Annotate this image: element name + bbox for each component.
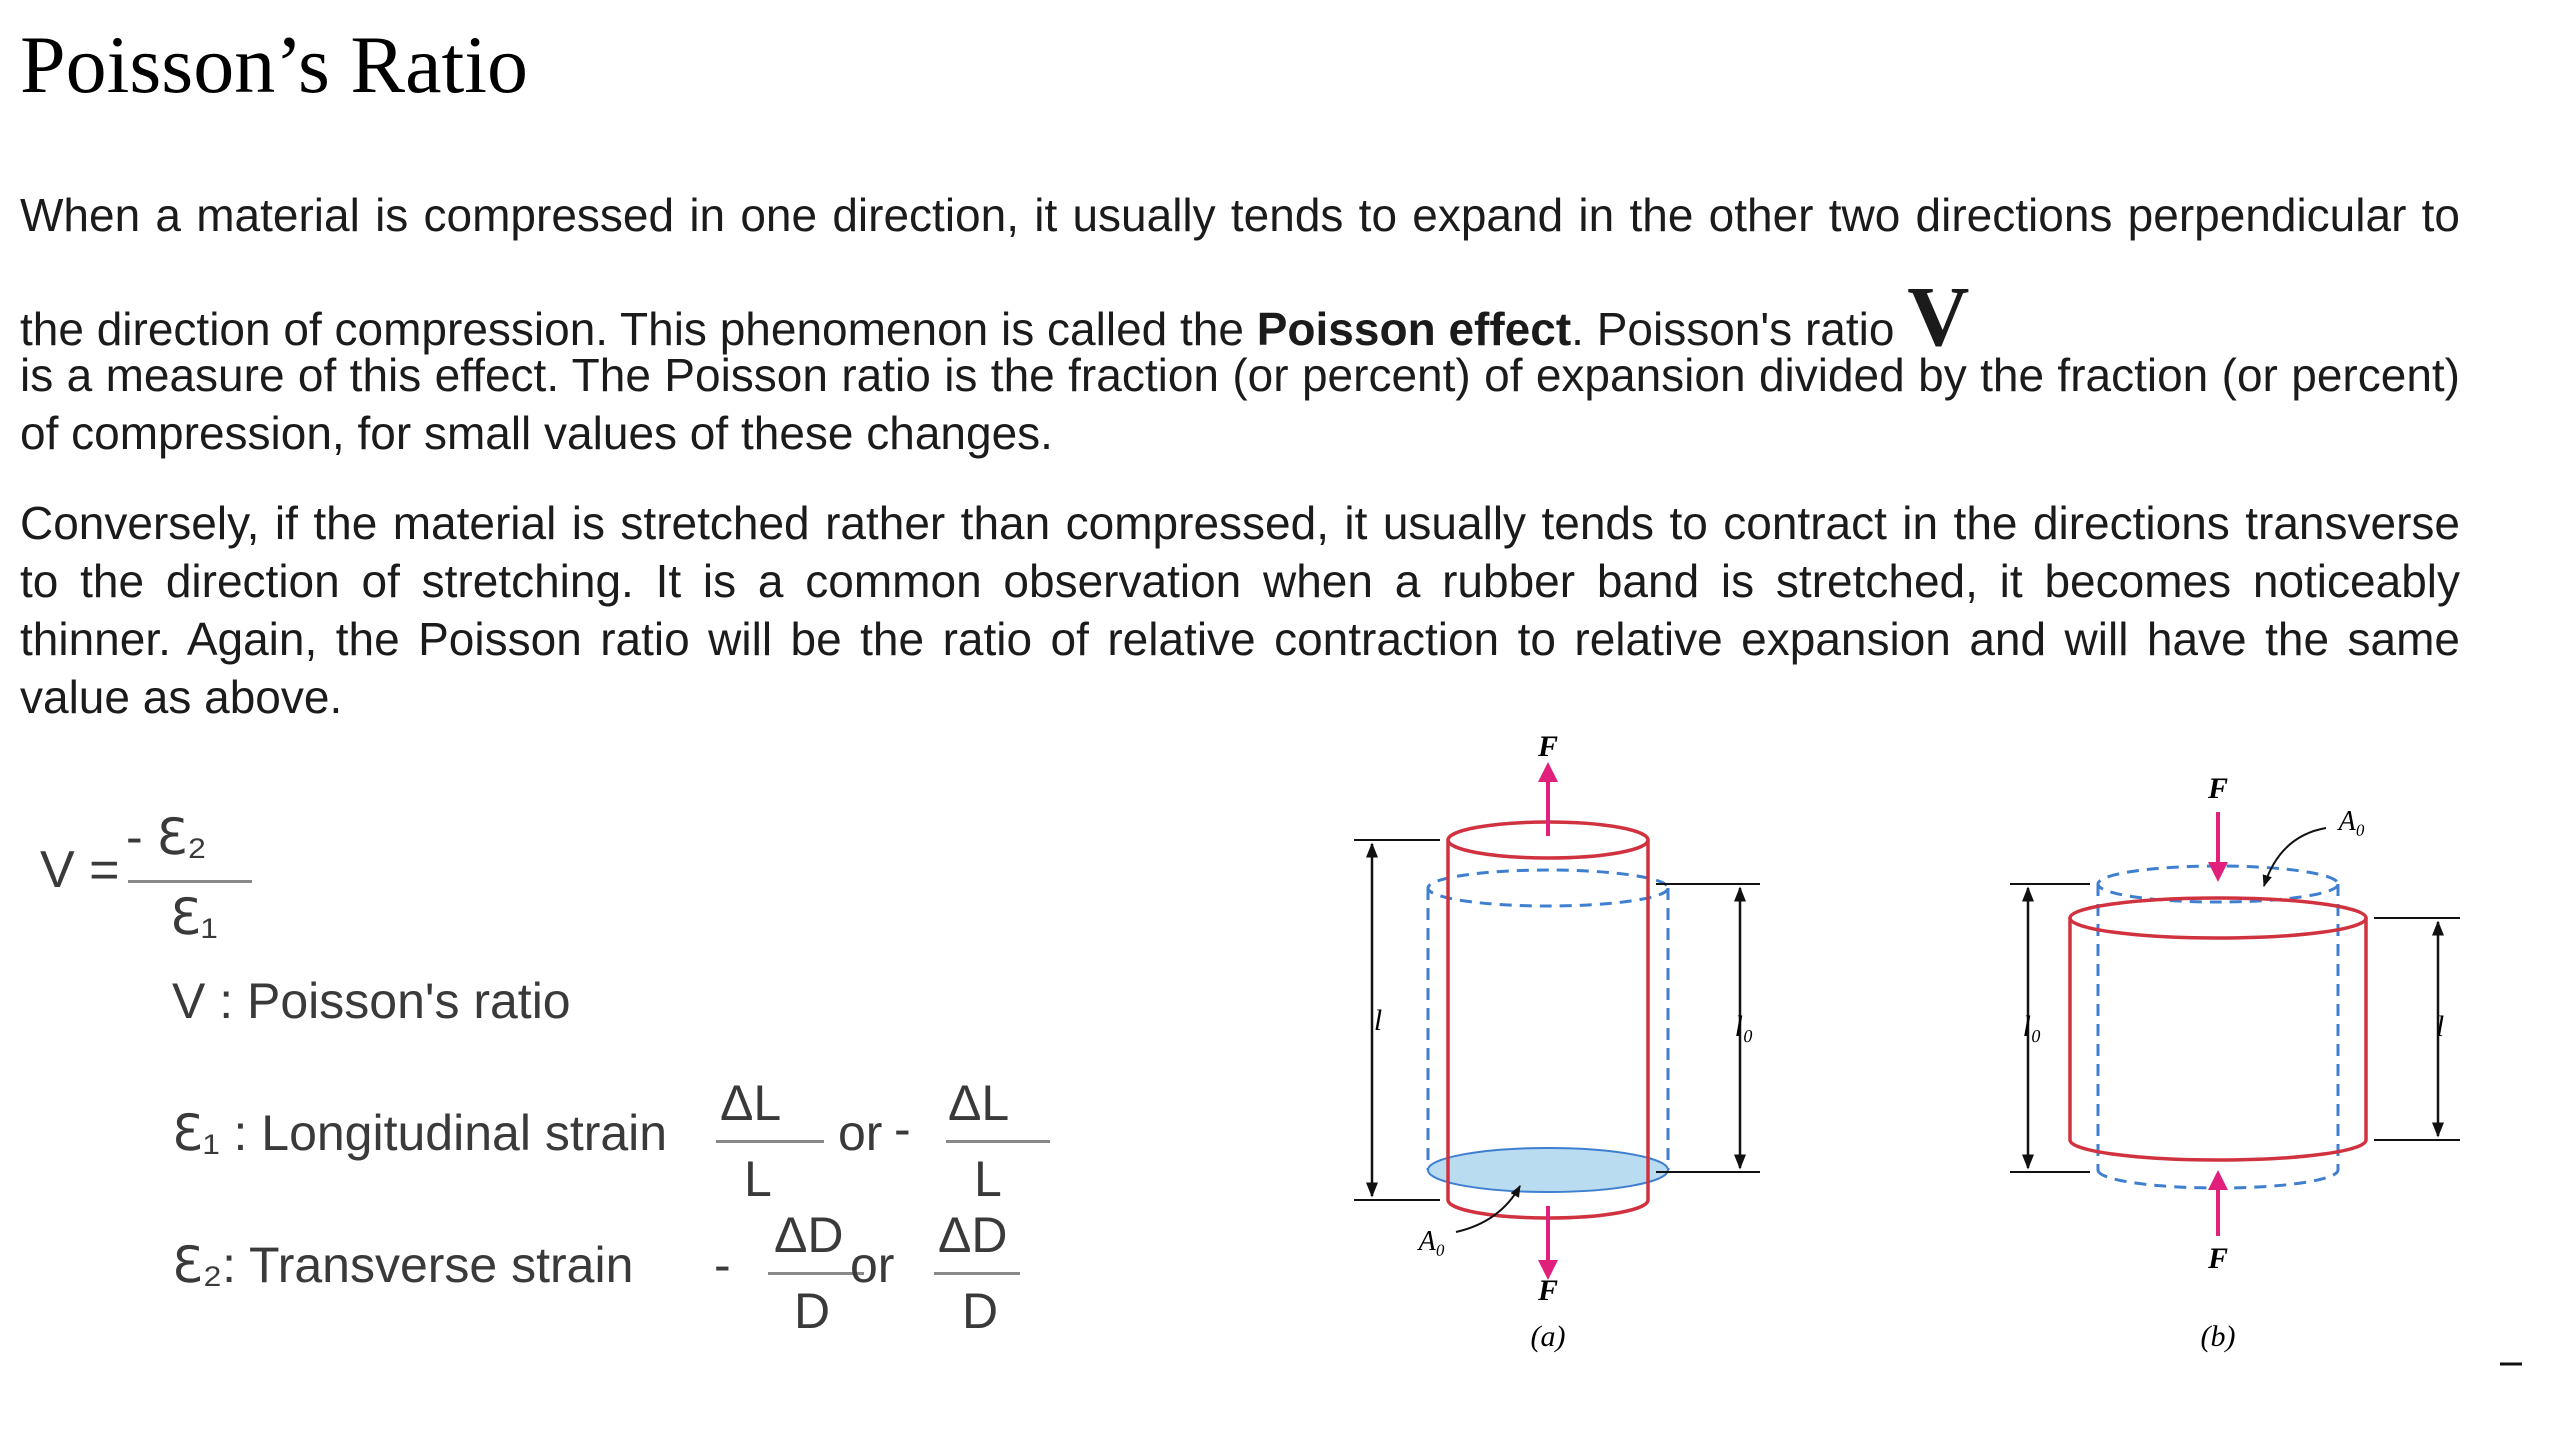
label-l-a: l	[1373, 1004, 1383, 1037]
nu-lhs: V =	[40, 841, 120, 899]
page-title: Poisson’s Ratio	[20, 19, 529, 110]
dd-numerator-2: ΔD	[938, 1207, 1008, 1263]
formula-denominator: ℇ₁	[170, 889, 218, 945]
label-force-top-b: F	[2207, 772, 2229, 805]
label-force-bottom-a: F	[1537, 1274, 1559, 1307]
label-l0-a: l₀	[1734, 1010, 1754, 1043]
intro-text: When a material is compressed in one direction, it usually tends to expand in the other two directions perpendicular to the direction of compression. This phenomenon is called the	[20, 189, 2460, 355]
def-longitudinal-strain: ℇ₁ : Longitudinal strain	[172, 1105, 668, 1161]
dl-numerator: ΔL	[720, 1075, 782, 1131]
paragraph-conversely: Conversely, if the material is stretched rather than compressed, it usually tends to contract in the directions transverse to the direction of stretching. It is a common observation when a rubber band is stretched, it becomes noticeably thinner. Again, the Poisson ratio will be the ratio of relative contraction to relative expansion and will have the same value as above.	[20, 497, 2460, 723]
dd-denominator-2: D	[962, 1283, 999, 1339]
caption-a: (a)	[1530, 1320, 1566, 1353]
caption-b: (b)	[2200, 1320, 2236, 1353]
label-l0-b: l₀	[2022, 1010, 2042, 1043]
minus-1: -	[894, 1101, 911, 1157]
def-transverse-strain: ℇ₂: Transverse strain	[172, 1237, 634, 1293]
def-poisson-ratio: V : Poisson's ratio	[172, 973, 571, 1029]
cylinder-b	[2010, 812, 2460, 1236]
dl-denominator-2: L	[974, 1151, 1002, 1207]
cylinder-a	[1354, 772, 1760, 1270]
minus-2: -	[714, 1237, 731, 1293]
paragraph-intro-rest: is a measure of this effect. The Poisson ratio is the fraction (or percent) of expansion divided by the fraction (or percent) of compression, for small values of these changes.	[20, 349, 2460, 459]
label-a0-a: A₀	[1418, 1226, 1446, 1257]
label-force-top-a: F	[1537, 730, 1559, 763]
formula-numerator: - ℇ₂	[126, 809, 207, 865]
poisson-effect-term: Poisson effect	[1256, 303, 1572, 355]
label-a0-b: A₀	[2338, 806, 2366, 837]
or-2: or	[850, 1237, 895, 1293]
nu-symbol: V	[1907, 268, 1970, 364]
label-force-bottom-b: F	[2207, 1242, 2229, 1275]
area-a0-ellipse	[1428, 1148, 1668, 1192]
or-1: or	[838, 1105, 883, 1161]
label-l-b: l	[2435, 1010, 2445, 1043]
dl-numerator-2: ΔL	[948, 1075, 1010, 1131]
dd-numerator: ΔD	[774, 1207, 844, 1263]
intro-text-2: . Poisson's ratio	[1571, 303, 1908, 355]
dd-denominator: D	[794, 1283, 831, 1339]
dl-denominator: L	[744, 1151, 772, 1207]
